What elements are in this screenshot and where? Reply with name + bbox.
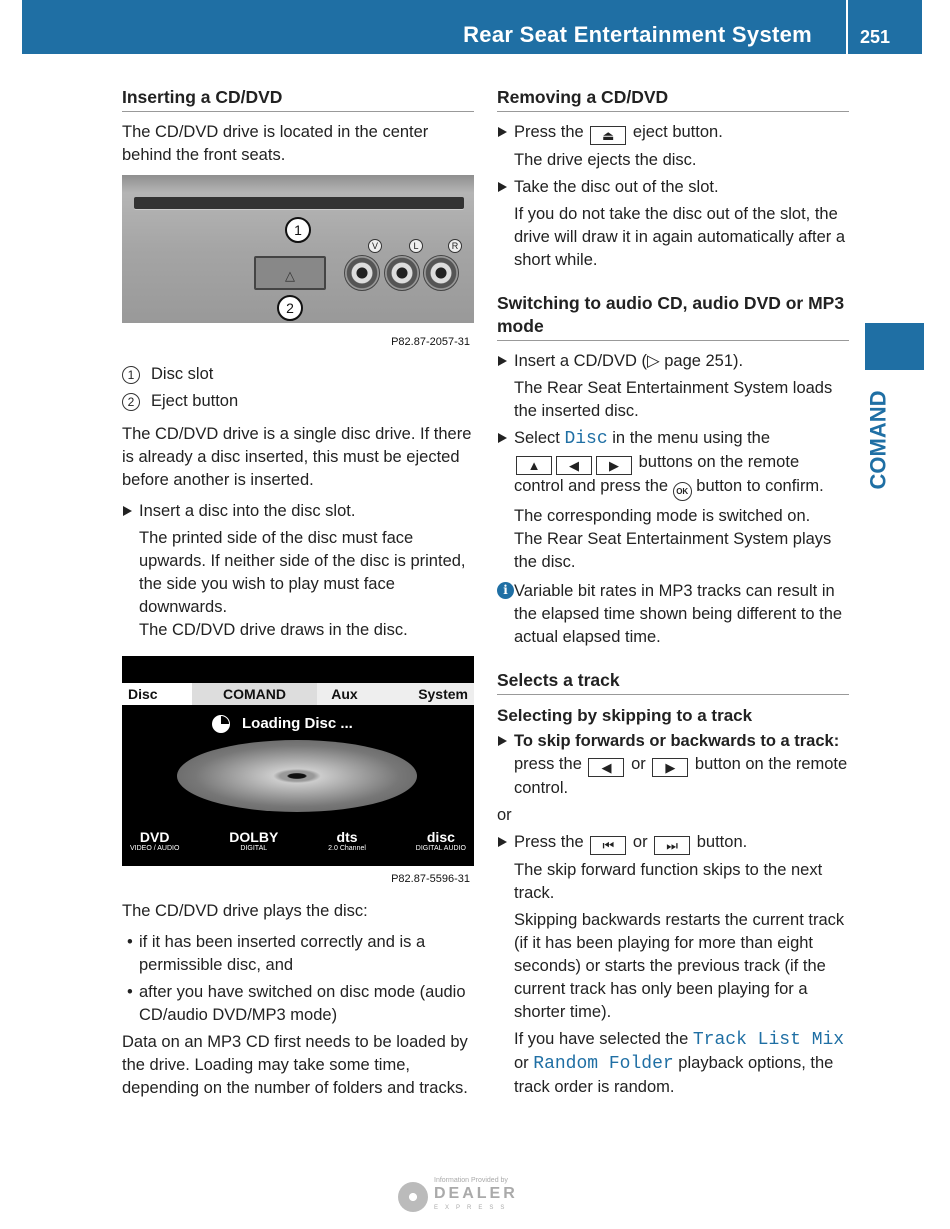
legend-text: Eject button (151, 392, 239, 410)
step-press-eject: Press the ⏏ eject button. (497, 121, 849, 145)
skip-forward-icon: ⏭ (654, 836, 690, 855)
loading-indicator (212, 712, 353, 735)
section-tab-marker (865, 323, 924, 370)
info-note: i Variable bit rates in MP3 tracks can result in the elapsed time shown being different to the actual elapsed time. (497, 580, 849, 649)
legend-number: 1 (122, 366, 140, 384)
step-skip: To skip forwards or backwards to a track: press the ◀ or ▶ button on the remote control. (497, 730, 849, 800)
left-arrow-icon: ◀ (588, 758, 624, 777)
right-column (497, 86, 849, 1099)
display-tab-comand: COMAND (192, 683, 317, 705)
step-take-disc: Take the disc out of the slot. (497, 176, 849, 199)
jack-label-v: V (368, 239, 382, 253)
jack-label-l: L (409, 239, 423, 253)
format-logos (130, 830, 466, 853)
jack-right-audio (423, 255, 459, 291)
eject-button-image: △ (254, 256, 326, 290)
jack-left-audio (384, 255, 420, 291)
random-note: If you have selected the Track List Mix or Random Folder playback options, the track order is random. (514, 1030, 845, 1096)
right-arrow-icon: ▶ (652, 758, 688, 777)
cd-drive-photo (122, 175, 474, 351)
compact-disc-logo: disc DIGITAL AUDIO (415, 829, 466, 852)
option-track-list-mix: Track List Mix (692, 1030, 845, 1050)
step-select-disc: Select Disc in the menu using the ▲ ◀ ▶ buttons on the remote control and press the OK button to confirm. (497, 427, 849, 501)
eject-icon: ⏏ (590, 126, 626, 145)
loading-text: Loading Disc ... (242, 715, 353, 732)
ok-button-icon: OK (673, 482, 692, 501)
disc-slot (134, 197, 464, 209)
take-disc-detail: If you do not take the disc out of the slot, the drive will draw it in again automatically after a short while. (514, 205, 846, 269)
menu-item-disc: Disc (564, 429, 608, 449)
insert-disc-result: The Rear Seat Entertainment System loads the inserted disc. (514, 379, 833, 420)
page-number: 251 (860, 27, 891, 47)
step-insert-disc: Insert a CD/DVD (▷ page 251). (497, 350, 849, 373)
intro-text: The CD/DVD drive is located in the center behind the front seats. (122, 123, 429, 164)
dvd-logo: DVD VIDEO / AUDIO (130, 829, 180, 852)
display-tab-system: System (418, 686, 468, 702)
legend-item (122, 390, 474, 413)
jack-label-r: R (448, 239, 462, 253)
or-separator: or (497, 806, 512, 824)
left-arrow-icon: ◀ (556, 456, 592, 475)
disc-logo-icon (398, 1182, 428, 1212)
mode-result: The corresponding mode is switched on. (514, 507, 811, 525)
right-arrow-icon: ▶ (596, 456, 632, 475)
skip-forward-detail: The skip forward function skips to the next track. (514, 861, 823, 902)
step-insert: Insert a disc into the disc slot. (122, 500, 474, 523)
callout-2: 2 (277, 295, 303, 321)
display-tab-aux: Aux (331, 686, 358, 702)
disc-image (177, 740, 417, 812)
step-insert-result: The CD/DVD drive draws in the disc. (139, 621, 408, 639)
legend-text: Disc slot (151, 365, 214, 383)
display-tab-disc: Disc (122, 683, 192, 705)
screen-code: P82.87-5596-31 (391, 873, 470, 885)
bullet-item: • after you have switched on disc mode (audio CD/audio DVD/MP3 mode) (122, 981, 474, 1027)
dts-logo: dts 2.0 Channel (328, 829, 366, 852)
skip-backward-detail: Skipping backwards restarts the current track (if it has been playing for more than eight seconds) or starts the previous track (if the current track has only been playing for a shorter time). (514, 911, 845, 1021)
heading-removing: Removing a CD/DVD (497, 86, 849, 112)
heading-selects-track: Selects a track (497, 669, 849, 695)
plays-intro: The CD/DVD drive plays the disc: (122, 902, 368, 920)
up-arrow-icon: ▲ (516, 456, 552, 475)
legend-number: 2 (122, 393, 140, 411)
subheading-skipping: Selecting by skipping to a track (497, 706, 753, 725)
heading-switching: Switching to audio CD, audio DVD or MP3 mode (497, 292, 849, 341)
drive-panel (122, 175, 474, 323)
section-tab-label: COMAND (865, 390, 891, 490)
photo-code: P82.87-2057-31 (391, 336, 470, 348)
eject-result: The drive ejects the disc. (514, 151, 697, 169)
legend-item (122, 363, 474, 386)
step-insert-detail: The printed side of the disc must face upwards. If neither side of the disc is printed, the side you wish to play must face downwards. (139, 529, 466, 616)
dealer-watermark: Information Provided by DEALER EXPRESS (398, 1176, 548, 1216)
skip-back-icon: ⏮ (590, 836, 626, 855)
header-divider (846, 0, 848, 54)
mp3-note: Data on an MP3 CD first needs to be loaded by the drive. Loading may take some time, depending on the number of folders and tracks. (122, 1033, 468, 1097)
display-screenshot (122, 656, 474, 888)
option-random-folder: Random Folder (533, 1054, 674, 1074)
display-tab-bar (122, 683, 474, 705)
info-icon: i (497, 582, 514, 599)
page-header (22, 0, 922, 54)
clock-icon (212, 715, 230, 733)
step-press-skip: Press the ⏮ or ⏭ button. (497, 831, 849, 855)
plays-result: The Rear Seat Entertainment System plays the disc. (514, 530, 832, 571)
jack-video (344, 255, 380, 291)
bullet-item: • if it has been inserted correctly and is a permissible disc, and (122, 931, 474, 977)
header-title: Rear Seat Entertainment System (463, 22, 812, 47)
callout-1: 1 (285, 217, 311, 243)
left-column (122, 86, 474, 1108)
heading-inserting: Inserting a CD/DVD (122, 86, 474, 112)
single-disc-text: The CD/DVD drive is a single disc drive. If there is already a disc inserted, this must be ejected before another is inserted. (122, 425, 472, 489)
dolby-logo: DOLBY DIGITAL (229, 829, 279, 852)
